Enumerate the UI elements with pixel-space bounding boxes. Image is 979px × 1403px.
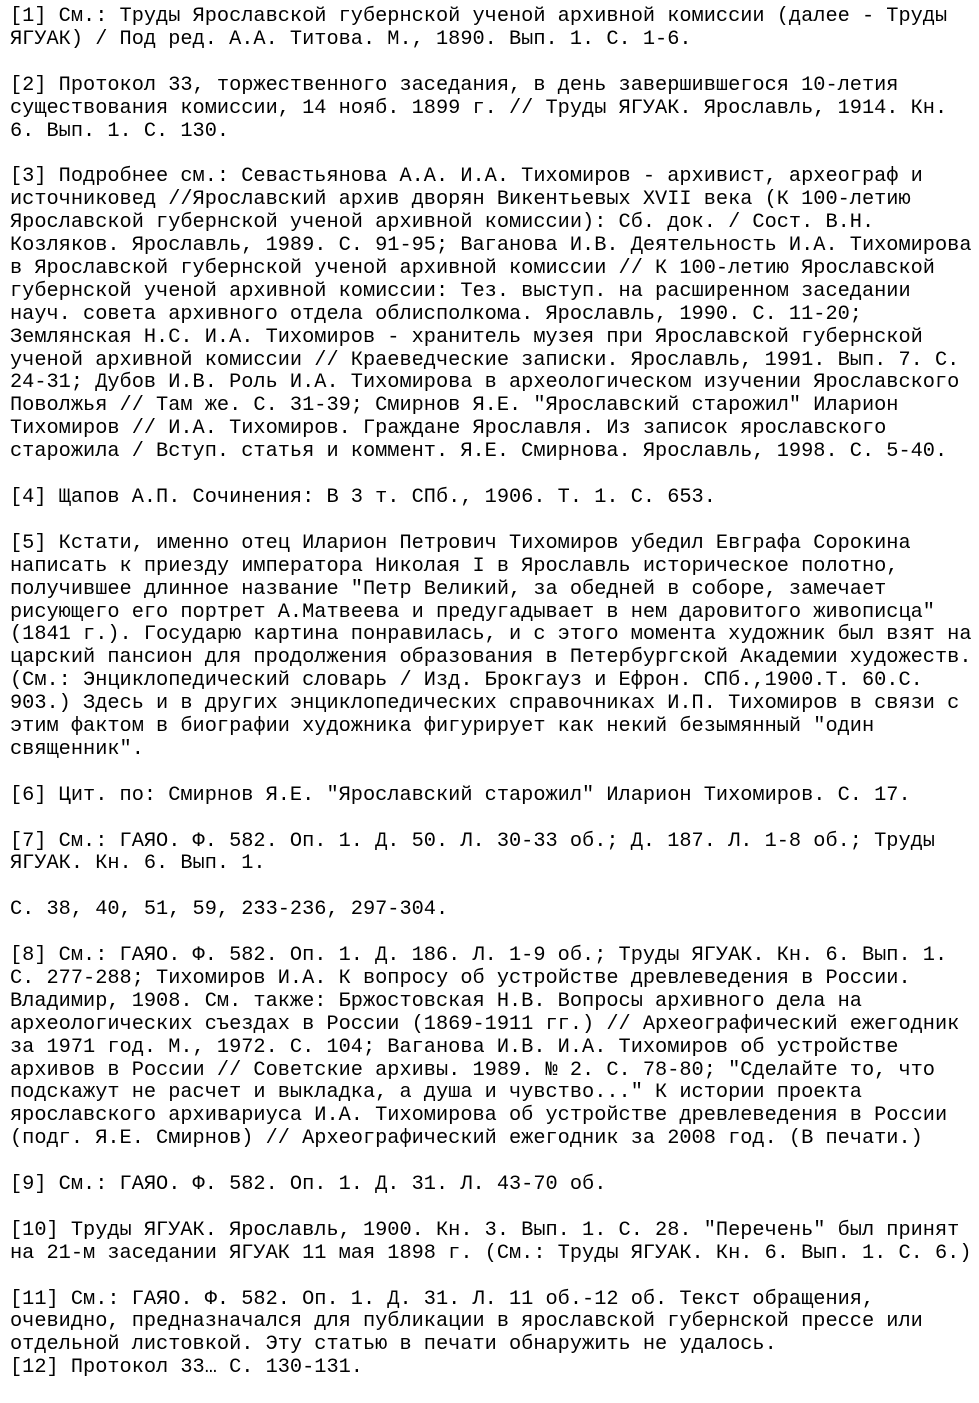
footnote-10: [10, 1220, 979, 1266]
footnote-line: источниковед //Ярославский архив дворян Викентьевых XVII века (К 100-летию: [10, 188, 911, 212]
footnote-line: Ярославской губернской ученой архивной комиссии): Сб. док. / Сост. В.Н.: [10, 211, 875, 235]
footnote-line: [11] См.: ГАЯО. Ф. 582. Оп. 1. Д. 31. Л. 11 об.-12 об. Текст обращения,: [10, 1287, 875, 1311]
footnote-8: [10, 945, 979, 1151]
footnote-line: этим фактом в биографии художника фигурирует как некий безымянный "один: [10, 715, 875, 739]
footnote-2: [10, 75, 979, 144]
footnote-line: архивов в России // Советские архивы. 1989. № 2. С. 78-80; "Сделайте то, что: [10, 1058, 935, 1082]
footnote-line: археологических съездах в России (1869-1911 гг.) // Археографический ежегодник: [10, 1012, 960, 1036]
footnote-line: царский пансион для продолжения образования в Петербургской Академии художеств.: [10, 646, 972, 670]
footnote-line: Владимир, 1908. См. также: Бржостовская Н.В. Вопросы архивного дела на: [10, 989, 862, 1013]
footnote-line: (См.: Энциклопедический словарь / Изд. Брокгауз и Ефрон. СПб.,1900.Т. 60.С.: [10, 669, 923, 693]
footnote-line: [4] Щапов А.П. Сочинения: В 3 т. СПб., 1906. Т. 1. С. 653.: [10, 485, 716, 509]
footnote-7-cont: [10, 899, 979, 922]
footnote-5: [10, 533, 979, 762]
footnote-line: очевидно, предназначался для публикации в ярославской губернской прессе или: [10, 1310, 923, 1334]
footnote-12: [10, 1357, 979, 1380]
footnote-line: получившее длинное название "Петр Великий, за обедней в соборе, замечает: [10, 577, 887, 601]
footnote-line: [2] Протокол 33, торжественного заседания, в день завершившегося 10-летия: [10, 73, 899, 97]
footnote-line: отдельной листовкой. Эту статью в печати обнаружить не удалось.: [10, 1333, 777, 1357]
footnote-line: в Ярославской губернской ученой архивной комиссии // К 100-летию Ярославской: [10, 256, 935, 280]
footnote-line: [5] Кстати, именно отец Иларион Петрович Тихомиров убедил Евграфа Сорокина: [10, 531, 911, 555]
footnote-line: Поволжья // Там же. С. 31-39; Смирнов Я.Е. "Ярославский старожил" Иларион: [10, 394, 899, 418]
footnote-9: [10, 1174, 979, 1197]
footnote-line: [7] См.: ГАЯО. Ф. 582. Оп. 1. Д. 50. Л. 30-33 об.; Д. 187. Л. 1-8 об.; Труды: [10, 829, 935, 853]
footnote-line: ученой архивной комиссии // Краеведческие записки. Ярославль, 1991. Вып. 7. С.: [10, 348, 960, 372]
footnote-line: С. 277-288; Тихомиров И.А. К вопросу об устройстве древлеведения в России.: [10, 966, 911, 990]
footnote-line: ярославского архивариуса И.А. Тихомирова об устройстве древлеведения в России: [10, 1104, 948, 1128]
footnote-line: написать к приезду императора Николая I в Ярославль историческое полотно,: [10, 554, 899, 578]
footnotes-document: [10, 6, 979, 1403]
footnote-line: [3] Подробнее см.: Севастьянова А.А. И.А. Тихомиров - архивист, археограф и: [10, 165, 923, 189]
footnote-line: губернской ученой архивной комиссии: Тез. выступ. на расширенном заседании: [10, 279, 911, 303]
footnote-line: [10] Труды ЯГУАК. Ярославль, 1900. Кн. 3. Вып. 1. С. 28. "Перечень" был принят: [10, 1218, 960, 1242]
footnote-line: ЯГУАК. Кн. 6. Вып. 1.: [10, 852, 266, 876]
footnote-line: рисующего его портрет А.Матвеева и предугадывает в нем даровитого живописца": [10, 600, 935, 624]
footnote-line: 903.) Здесь и в других энциклопедических справочниках И.П. Тихомиров в связи с: [10, 692, 960, 716]
footnote-7: [10, 831, 979, 877]
footnote-line: 6. Вып. 1. С. 130.: [10, 119, 230, 143]
footnote-11: [10, 1289, 979, 1358]
footnote-line: Землянская Н.С. И.А. Тихомиров - хранитель музея при Ярославской губернской: [10, 325, 923, 349]
footnote-4: [10, 487, 979, 510]
footnote-line: [12] Протокол 33… С. 130-131.: [10, 1356, 363, 1380]
footnote-line: [9] См.: ГАЯО. Ф. 582. Оп. 1. Д. 31. Л. 43-70 об.: [10, 1173, 607, 1197]
footnote-line: за 1971 год. М., 1972. С. 104; Ваганова И.В. И.А. Тихомиров об устройстве: [10, 1035, 899, 1059]
footnote-3: [10, 166, 979, 464]
footnote-line: на 21-м заседании ЯГУАК 11 мая 1898 г. (См.: Труды ЯГУАК. Кн. 6. Вып. 1. С. 6.): [10, 1241, 972, 1265]
footnote-line: (подг. Я.Е. Смирнов) // Археографический ежегодник за 2008 год. (В печати.): [10, 1127, 923, 1151]
footnote-line: науч. совета архивного отдела облисполкома. Ярославль, 1990. С. 11-20;: [10, 302, 862, 326]
footnote-1: [10, 6, 979, 52]
footnote-line: существования комиссии, 14 нояб. 1899 г. // Труды ЯГУАК. Ярославль, 1914. Кн.: [10, 96, 948, 120]
footnote-line: подскажут не расчет и выкладка, а душа и чувство..." К истории проекта: [10, 1081, 862, 1105]
footnote-line: (1841 г.). Государю картина понравилась, и с этого момента художник был взят на: [10, 623, 972, 647]
footnote-6: [10, 785, 979, 808]
footnote-line: 24-31; Дубов И.В. Роль И.А. Тихомирова в археологическом изучении Ярославского: [10, 371, 960, 395]
footnote-line: [6] Цит. по: Смирнов Я.Е. "Ярославский старожил" Иларион Тихомиров. С. 17.: [10, 783, 911, 807]
footnote-line: священник".: [10, 737, 144, 761]
footnote-line: [8] См.: ГАЯО. Ф. 582. Оп. 1. Д. 186. Л. 1-9 об.; Труды ЯГУАК. Кн. 6. Вып. 1.: [10, 944, 948, 968]
footnote-line: С. 38, 40, 51, 59, 233-236, 297-304.: [10, 898, 449, 922]
footnote-line: старожила / Вступ. статья и коммент. Я.Е. Смирнова. Ярославль, 1998. С. 5-40.: [10, 440, 948, 464]
footnote-line: Тихомиров // И.А. Тихомиров. Граждане Ярославля. Из записок ярославского: [10, 417, 887, 441]
footnote-line: [1] См.: Труды Ярославской губернской ученой архивной комиссии (далее - Труды: [10, 5, 948, 28]
footnote-line: ЯГУАК) / Под ред. А.А. Титова. М., 1890. Вып. 1. С. 1-6.: [10, 27, 692, 51]
footnote-line: Козляков. Ярославль, 1989. С. 91-95; Ваганова И.В. Деятельность И.А. Тихомирова: [10, 234, 972, 258]
